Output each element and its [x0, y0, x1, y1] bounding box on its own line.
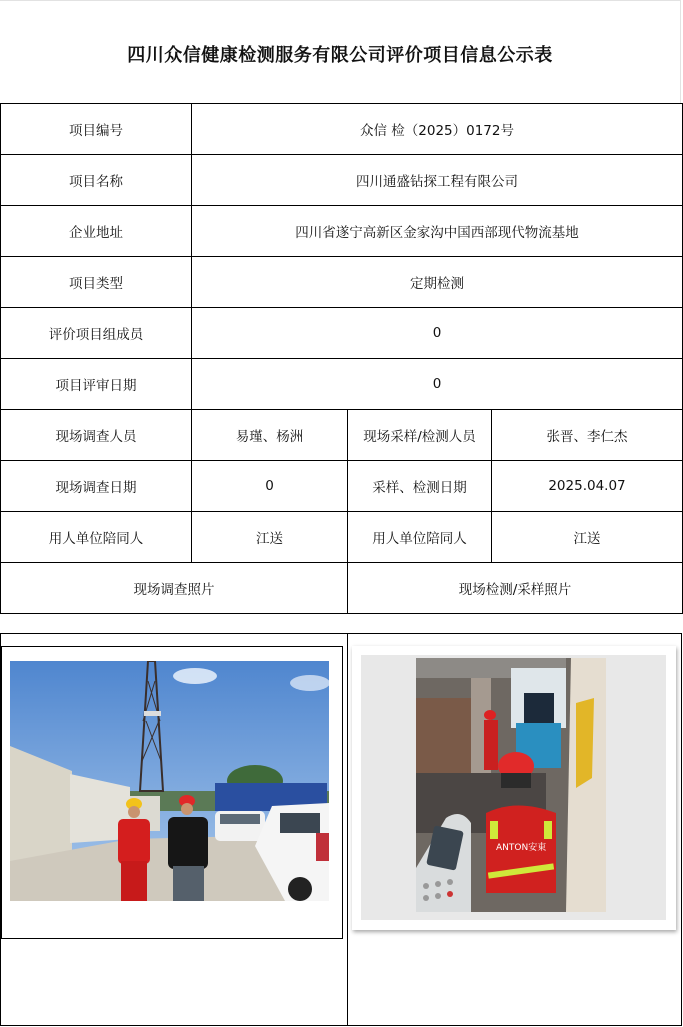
row-label: 项目类型	[1, 257, 192, 308]
sampling-staff-value: 张晋、李仁杰	[492, 410, 683, 461]
row-label: 现场调查日期	[1, 461, 192, 512]
escort-value-2: 江送	[492, 512, 683, 563]
table-row	[1, 104, 683, 155]
company-address-value: 四川省遂宁高新区金家沟中国西部现代物流基地	[192, 206, 683, 257]
review-date-value: 0	[192, 359, 683, 410]
survey-date-value: 0	[192, 461, 348, 512]
info-table	[0, 103, 683, 614]
escort-value-1: 江送	[192, 512, 348, 563]
sampling-photo-frame	[352, 646, 676, 930]
title-area	[0, 0, 681, 103]
table-row	[1, 461, 683, 512]
survey-staff-value: 易瑾、杨洲	[192, 410, 348, 461]
row-label: 现场调查人员	[1, 410, 192, 461]
row-label: 评价项目组成员	[1, 308, 192, 359]
row-label: 企业地址	[1, 206, 192, 257]
survey-photo-header: 现场调查照片	[1, 563, 348, 614]
page-title: 四川众信健康检测服务有限公司评价项目信息公示表	[127, 45, 553, 66]
survey-photo	[10, 661, 329, 901]
sampling-photo-background	[361, 655, 666, 920]
team-members-value: 0	[192, 308, 683, 359]
survey-photo-frame	[1, 646, 343, 939]
row-label: 项目编号	[1, 104, 192, 155]
row-label: 项目名称	[1, 155, 192, 206]
sampling-photo-cell	[347, 633, 682, 1026]
row-label: 用人单位陪同人	[1, 512, 192, 563]
row-label: 项目评审日期	[1, 359, 192, 410]
project-number-value: 众信 检（2025）0172号	[192, 104, 683, 155]
table-row	[1, 206, 683, 257]
table-row	[1, 155, 683, 206]
sampling-photo	[416, 658, 606, 912]
project-type-value: 定期检测	[192, 257, 683, 308]
table-row	[1, 410, 683, 461]
project-name-value: 四川通盛钻探工程有限公司	[192, 155, 683, 206]
table-row	[1, 359, 683, 410]
row-label: 现场采样/检测人员	[348, 410, 492, 461]
sampling-date-value: 2025.04.07	[492, 461, 683, 512]
table-row	[1, 308, 683, 359]
photos-section	[0, 633, 682, 1026]
table-row	[1, 257, 683, 308]
table-row	[1, 512, 683, 563]
survey-photo-cell	[0, 633, 348, 1026]
sampling-photo-header: 现场检测/采样照片	[348, 563, 683, 614]
svg-text:ANTON安東: ANTON安東	[496, 843, 547, 853]
row-label: 采样、检测日期	[348, 461, 492, 512]
row-label: 用人单位陪同人	[348, 512, 492, 563]
table-row	[1, 563, 683, 614]
